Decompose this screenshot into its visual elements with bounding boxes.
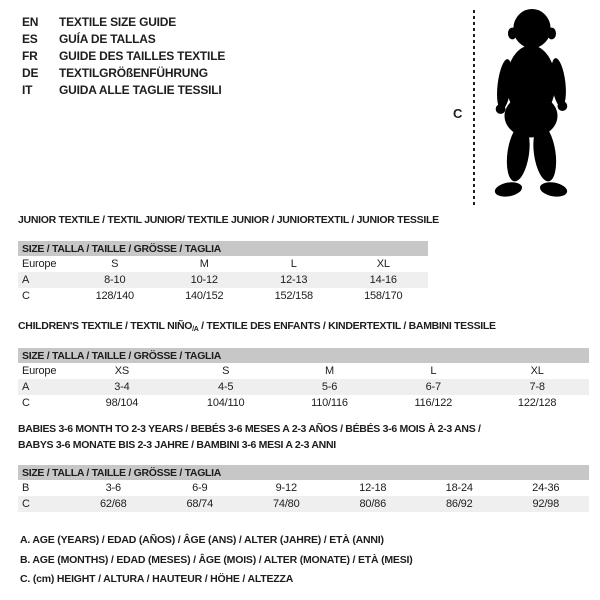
table-row — [18, 288, 428, 304]
babies-size-table — [18, 465, 589, 512]
table-row — [18, 395, 589, 411]
language-code: EN — [22, 15, 39, 29]
list-item — [22, 14, 225, 31]
size-cell: 18-24 — [445, 482, 473, 494]
title-subscript: /A — [192, 326, 199, 333]
size-cell: XL — [376, 258, 390, 270]
legend-notes — [20, 531, 413, 590]
size-header-bar: SIZE / TALLA / TAILLE / GRÖSSE / TAGLIA — [18, 465, 589, 480]
size-cell: L — [290, 258, 297, 270]
table-row — [18, 379, 589, 395]
size-cell: 122/128 — [517, 397, 557, 409]
size-cell: 8-10 — [70, 272, 160, 288]
size-cell: 12-13 — [249, 272, 339, 288]
note-height-cm: C. (cm) HEIGHT / ALTURA / HAUTEUR / HÖHE / ALTEZZA — [20, 573, 294, 586]
size-cell: 6-9 — [192, 482, 208, 494]
size-cell: 4-5 — [174, 379, 278, 395]
height-measure-label: C — [453, 106, 463, 121]
size-cell: XL — [530, 365, 544, 377]
height-measure-figure — [450, 6, 582, 214]
language-code: DE — [22, 66, 39, 80]
title-line: BABIES 3-6 MONTH TO 2-3 YEARS / BEBÉS 3-6 MESES A 2-3 AÑOS / BÉBÉS 3-6 MOIS À 2-3 ANS / — [18, 423, 481, 435]
table-row — [18, 272, 428, 288]
size-cell: 92/98 — [503, 496, 590, 512]
size-cell: XS — [114, 365, 130, 377]
size-cell: 7-8 — [485, 379, 589, 395]
size-cell: 24-36 — [532, 482, 560, 494]
size-cell: 62/68 — [70, 496, 157, 512]
language-guide-list — [22, 14, 225, 99]
size-cell: 110/116 — [311, 397, 348, 409]
junior-size-table — [18, 241, 428, 304]
title-text: / TEXTILE DES ENFANTS / KINDERTEXTIL / BAMBINI TESSILE — [198, 320, 496, 332]
size-cell: 158/170 — [364, 290, 403, 302]
size-cell: M — [325, 365, 334, 377]
table-row — [18, 496, 589, 512]
size-header-bar: SIZE / TALLA / TAILLE / GRÖSSE / TAGLIA — [18, 241, 428, 256]
language-label: TEXTILGRÖßENFÜHRUNG — [59, 66, 208, 80]
size-cell: 68/74 — [157, 496, 244, 512]
list-item — [22, 48, 225, 65]
language-code: ES — [22, 32, 38, 46]
size-cell: 6-7 — [381, 379, 485, 395]
babies-table-title — [18, 422, 481, 453]
size-cell: 5-6 — [278, 379, 382, 395]
size-cell: 74/80 — [243, 496, 330, 512]
size-cell: 3-6 — [105, 482, 121, 494]
size-cell: 98/104 — [105, 397, 139, 409]
row-label: C — [22, 397, 30, 409]
table-row — [18, 363, 589, 379]
row-label: B — [22, 482, 30, 494]
size-cell: 128/140 — [95, 290, 134, 302]
language-label: GUIDA ALLE TAGLIE TESSILI — [59, 83, 222, 97]
list-item — [22, 65, 225, 82]
size-header-bar: SIZE / TALLA / TAILLE / GRÖSSE / TAGLIA — [18, 348, 589, 363]
language-label: GUIDE DES TAILLES TEXTILE — [59, 49, 226, 63]
size-cell: 14-16 — [339, 272, 429, 288]
list-item — [22, 31, 225, 48]
language-label: TEXTILE SIZE GUIDE — [59, 15, 177, 29]
size-cell: 152/158 — [274, 290, 313, 302]
size-cell: S — [222, 365, 230, 377]
size-cell: 104/110 — [206, 397, 245, 409]
size-cell: S — [111, 258, 119, 270]
language-code: IT — [22, 83, 33, 97]
row-label: C — [22, 290, 30, 302]
row-label: C — [18, 496, 70, 512]
row-label: A — [18, 379, 70, 395]
row-label: Europe — [22, 365, 57, 377]
baby-silhouette-icon — [481, 6, 581, 212]
note-age-months: B. AGE (MONTHS) / EDAD (MESES) / ÂGE (MOIS) / ALTER (MONATE) / ETÀ (MESI) — [20, 553, 413, 566]
size-cell: L — [430, 365, 437, 377]
list-item — [22, 82, 225, 99]
row-label: Europe — [22, 258, 57, 270]
size-cell: 140/152 — [185, 290, 224, 302]
size-cell: 86/92 — [416, 496, 503, 512]
size-cell: 3-4 — [70, 379, 174, 395]
size-cell: M — [199, 258, 209, 270]
title-line: BABYS 3-6 MONATE BIS 2-3 JAHRE / BAMBINI 3-6 MESI A 2-3 ANNI — [18, 438, 336, 451]
size-cell: 12-18 — [359, 482, 387, 494]
table-row — [18, 480, 589, 496]
junior-table-title: JUNIOR TEXTILE / TEXTIL JUNIOR/ TEXTILE JUNIOR / JUNIORTEXTIL / JUNIOR TESSILE — [18, 214, 439, 226]
size-cell: 80/86 — [330, 496, 417, 512]
size-cell: 116/122 — [414, 397, 453, 409]
row-label: A — [18, 272, 70, 288]
height-dashed-line — [473, 10, 475, 207]
size-cell: 10-12 — [160, 272, 250, 288]
note-age-years: A. AGE (YEARS) / EDAD (AÑOS) / ÂGE (ANS) / ALTER (JAHRE) / ETÀ (ANNI) — [20, 534, 384, 546]
language-label: GUÍA DE TALLAS — [59, 32, 156, 46]
table-row — [18, 256, 428, 272]
size-cell: 9-12 — [275, 482, 297, 494]
children-size-table — [18, 348, 589, 411]
title-text: CHILDREN'S TEXTILE / TEXTIL NIÑO — [18, 320, 193, 332]
children-table-title — [18, 320, 496, 333]
language-code: FR — [22, 49, 38, 63]
